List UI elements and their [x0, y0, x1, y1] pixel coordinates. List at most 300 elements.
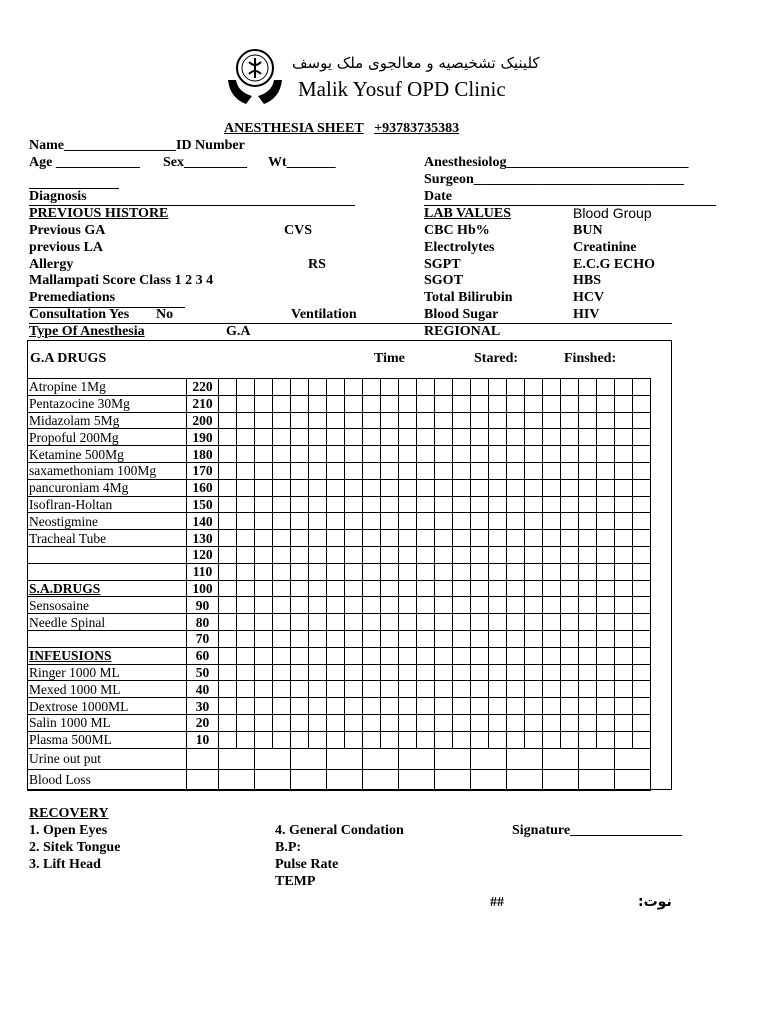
- grid-cell[interactable]: [525, 446, 543, 463]
- grid-cell[interactable]: [417, 462, 435, 479]
- grid-cell[interactable]: [399, 580, 417, 597]
- grid-cell[interactable]: [345, 546, 363, 563]
- grid-cell[interactable]: [597, 731, 615, 748]
- footer-cell[interactable]: [507, 769, 543, 790]
- grid-cell[interactable]: [507, 479, 525, 496]
- footer-cell[interactable]: [615, 769, 651, 790]
- grid-cell[interactable]: [525, 681, 543, 698]
- grid-cell[interactable]: [561, 664, 579, 681]
- grid-cell[interactable]: [255, 530, 273, 547]
- grid-cell[interactable]: [543, 580, 561, 597]
- grid-cell[interactable]: [381, 395, 399, 412]
- grid-cell[interactable]: [615, 714, 633, 731]
- grid-cell[interactable]: [471, 412, 489, 429]
- grid-cell[interactable]: [543, 462, 561, 479]
- grid-cell[interactable]: [615, 513, 633, 530]
- grid-cell[interactable]: [219, 379, 237, 396]
- grid-cell[interactable]: [219, 664, 237, 681]
- grid-cell[interactable]: [453, 395, 471, 412]
- grid-cell[interactable]: [507, 462, 525, 479]
- grid-cell[interactable]: [471, 530, 489, 547]
- grid-cell[interactable]: [561, 496, 579, 513]
- footer-cell[interactable]: [507, 748, 543, 769]
- grid-cell[interactable]: [525, 630, 543, 647]
- grid-cell[interactable]: [561, 681, 579, 698]
- sex-field[interactable]: Sex_________: [163, 155, 247, 170]
- grid-cell[interactable]: [471, 597, 489, 614]
- grid-cell[interactable]: [579, 429, 597, 446]
- grid-cell[interactable]: [417, 731, 435, 748]
- grid-cell[interactable]: [525, 664, 543, 681]
- grid-cell[interactable]: [615, 462, 633, 479]
- grid-cell[interactable]: [471, 563, 489, 580]
- grid-cell[interactable]: [435, 379, 453, 396]
- footer-cell[interactable]: [255, 748, 291, 769]
- grid-cell[interactable]: [273, 681, 291, 698]
- grid-cell[interactable]: [417, 479, 435, 496]
- grid-cell[interactable]: [273, 479, 291, 496]
- grid-cell[interactable]: [435, 496, 453, 513]
- grid-cell[interactable]: [381, 479, 399, 496]
- grid-cell[interactable]: [255, 714, 273, 731]
- grid-cell[interactable]: [399, 681, 417, 698]
- grid-cell[interactable]: [309, 647, 327, 664]
- grid-cell[interactable]: [597, 597, 615, 614]
- grid-cell[interactable]: [309, 395, 327, 412]
- footer-cell[interactable]: [187, 748, 219, 769]
- grid-cell[interactable]: [327, 563, 345, 580]
- grid-cell[interactable]: [309, 714, 327, 731]
- footer-cell[interactable]: [543, 769, 579, 790]
- grid-cell[interactable]: [381, 530, 399, 547]
- grid-cell[interactable]: [345, 429, 363, 446]
- grid-cell[interactable]: [543, 630, 561, 647]
- grid-cell[interactable]: [417, 681, 435, 698]
- grid-cell[interactable]: [489, 496, 507, 513]
- grid-cell[interactable]: [579, 479, 597, 496]
- grid-cell[interactable]: [363, 412, 381, 429]
- grid-cell[interactable]: [561, 530, 579, 547]
- grid-cell[interactable]: [561, 714, 579, 731]
- grid-cell[interactable]: [399, 614, 417, 631]
- grid-cell[interactable]: [489, 731, 507, 748]
- grid-cell[interactable]: [453, 647, 471, 664]
- footer-cell[interactable]: [363, 769, 399, 790]
- age-field[interactable]: Age ____________: [29, 155, 140, 170]
- grid-cell[interactable]: [417, 496, 435, 513]
- grid-cell[interactable]: [597, 664, 615, 681]
- grid-cell[interactable]: [597, 379, 615, 396]
- grid-cell[interactable]: [345, 530, 363, 547]
- grid-cell[interactable]: [633, 530, 651, 547]
- grid-cell[interactable]: [255, 580, 273, 597]
- grid-cell[interactable]: [489, 698, 507, 715]
- grid-cell[interactable]: [489, 479, 507, 496]
- grid-cell[interactable]: [561, 630, 579, 647]
- grid-cell[interactable]: [615, 530, 633, 547]
- grid-cell[interactable]: [345, 580, 363, 597]
- grid-cell[interactable]: [291, 563, 309, 580]
- grid-cell[interactable]: [291, 479, 309, 496]
- grid-cell[interactable]: [543, 698, 561, 715]
- grid-cell[interactable]: [291, 496, 309, 513]
- grid-cell[interactable]: [507, 395, 525, 412]
- grid-cell[interactable]: [579, 647, 597, 664]
- grid-cell[interactable]: [633, 379, 651, 396]
- grid-cell[interactable]: [345, 563, 363, 580]
- grid-cell[interactable]: [453, 681, 471, 698]
- grid-cell[interactable]: [291, 530, 309, 547]
- grid-cell[interactable]: [579, 614, 597, 631]
- grid-cell[interactable]: [435, 513, 453, 530]
- grid-cell[interactable]: [435, 546, 453, 563]
- grid-cell[interactable]: [489, 429, 507, 446]
- grid-cell[interactable]: [273, 462, 291, 479]
- grid-cell[interactable]: [381, 462, 399, 479]
- grid-cell[interactable]: [327, 681, 345, 698]
- grid-cell[interactable]: [273, 614, 291, 631]
- grid-cell[interactable]: [453, 496, 471, 513]
- grid-cell[interactable]: [579, 731, 597, 748]
- grid-cell[interactable]: [345, 664, 363, 681]
- grid-cell[interactable]: [273, 731, 291, 748]
- grid-cell[interactable]: [579, 698, 597, 715]
- grid-cell[interactable]: [417, 698, 435, 715]
- grid-cell[interactable]: [543, 714, 561, 731]
- grid-cell[interactable]: [399, 698, 417, 715]
- grid-cell[interactable]: [489, 530, 507, 547]
- grid-cell[interactable]: [309, 731, 327, 748]
- grid-cell[interactable]: [579, 714, 597, 731]
- grid-cell[interactable]: [453, 446, 471, 463]
- grid-cell[interactable]: [309, 513, 327, 530]
- grid-cell[interactable]: [471, 546, 489, 563]
- grid-cell[interactable]: [381, 614, 399, 631]
- grid-cell[interactable]: [345, 647, 363, 664]
- grid-cell[interactable]: [525, 647, 543, 664]
- grid-cell[interactable]: [579, 563, 597, 580]
- grid-cell[interactable]: [525, 546, 543, 563]
- grid-cell[interactable]: [219, 647, 237, 664]
- grid-cell[interactable]: [615, 446, 633, 463]
- grid-cell[interactable]: [345, 731, 363, 748]
- grid-cell[interactable]: [309, 462, 327, 479]
- grid-cell[interactable]: [507, 446, 525, 463]
- grid-cell[interactable]: [309, 530, 327, 547]
- grid-cell[interactable]: [507, 597, 525, 614]
- grid-cell[interactable]: [363, 630, 381, 647]
- grid-cell[interactable]: [219, 597, 237, 614]
- grid-cell[interactable]: [579, 546, 597, 563]
- grid-cell[interactable]: [543, 664, 561, 681]
- grid-cell[interactable]: [417, 429, 435, 446]
- grid-cell[interactable]: [435, 731, 453, 748]
- grid-cell[interactable]: [543, 513, 561, 530]
- grid-cell[interactable]: [327, 630, 345, 647]
- grid-cell[interactable]: [579, 630, 597, 647]
- grid-cell[interactable]: [237, 446, 255, 463]
- grid-cell[interactable]: [255, 513, 273, 530]
- grid-cell[interactable]: [507, 513, 525, 530]
- grid-cell[interactable]: [345, 698, 363, 715]
- grid-cell[interactable]: [327, 698, 345, 715]
- grid-cell[interactable]: [345, 681, 363, 698]
- grid-cell[interactable]: [237, 429, 255, 446]
- grid-cell[interactable]: [543, 395, 561, 412]
- grid-cell[interactable]: [561, 698, 579, 715]
- grid-cell[interactable]: [435, 664, 453, 681]
- grid-cell[interactable]: [291, 580, 309, 597]
- grid-cell[interactable]: [417, 614, 435, 631]
- grid-cell[interactable]: [561, 597, 579, 614]
- grid-cell[interactable]: [381, 597, 399, 614]
- grid-cell[interactable]: [327, 412, 345, 429]
- grid-cell[interactable]: [507, 681, 525, 698]
- grid-cell[interactable]: [273, 714, 291, 731]
- grid-cell[interactable]: [561, 580, 579, 597]
- grid-cell[interactable]: [489, 412, 507, 429]
- grid-cell[interactable]: [291, 597, 309, 614]
- grid-cell[interactable]: [363, 446, 381, 463]
- grid-cell[interactable]: [543, 496, 561, 513]
- grid-cell[interactable]: [255, 395, 273, 412]
- grid-cell[interactable]: [471, 614, 489, 631]
- grid-cell[interactable]: [273, 412, 291, 429]
- grid-cell[interactable]: [471, 731, 489, 748]
- grid-cell[interactable]: [363, 580, 381, 597]
- grid-cell[interactable]: [381, 664, 399, 681]
- grid-cell[interactable]: [435, 530, 453, 547]
- grid-cell[interactable]: [633, 731, 651, 748]
- grid-cell[interactable]: [417, 664, 435, 681]
- grid-cell[interactable]: [309, 496, 327, 513]
- grid-cell[interactable]: [633, 546, 651, 563]
- grid-cell[interactable]: [237, 546, 255, 563]
- grid-cell[interactable]: [273, 563, 291, 580]
- grid-cell[interactable]: [507, 580, 525, 597]
- grid-cell[interactable]: [543, 614, 561, 631]
- footer-cell[interactable]: [291, 748, 327, 769]
- grid-cell[interactable]: [345, 614, 363, 631]
- grid-cell[interactable]: [237, 496, 255, 513]
- grid-cell[interactable]: [615, 379, 633, 396]
- grid-cell[interactable]: [507, 664, 525, 681]
- grid-cell[interactable]: [309, 546, 327, 563]
- grid-cell[interactable]: [237, 681, 255, 698]
- grid-cell[interactable]: [399, 513, 417, 530]
- grid-cell[interactable]: [309, 630, 327, 647]
- grid-cell[interactable]: [489, 630, 507, 647]
- grid-cell[interactable]: [255, 462, 273, 479]
- grid-cell[interactable]: [507, 614, 525, 631]
- grid-cell[interactable]: [327, 664, 345, 681]
- grid-cell[interactable]: [237, 462, 255, 479]
- grid-cell[interactable]: [525, 395, 543, 412]
- grid-cell[interactable]: [219, 479, 237, 496]
- grid-cell[interactable]: [561, 614, 579, 631]
- grid-cell[interactable]: [399, 395, 417, 412]
- grid-cell[interactable]: [561, 513, 579, 530]
- grid-cell[interactable]: [435, 429, 453, 446]
- grid-cell[interactable]: [291, 546, 309, 563]
- grid-cell[interactable]: [327, 714, 345, 731]
- grid-cell[interactable]: [417, 412, 435, 429]
- grid-cell[interactable]: [309, 597, 327, 614]
- grid-cell[interactable]: [615, 580, 633, 597]
- grid-cell[interactable]: [597, 395, 615, 412]
- grid-cell[interactable]: [507, 496, 525, 513]
- grid-cell[interactable]: [561, 462, 579, 479]
- grid-cell[interactable]: [615, 395, 633, 412]
- grid-cell[interactable]: [237, 714, 255, 731]
- grid-cell[interactable]: [255, 446, 273, 463]
- grid-cell[interactable]: [417, 580, 435, 597]
- grid-cell[interactable]: [561, 546, 579, 563]
- grid-cell[interactable]: [579, 513, 597, 530]
- grid-cell[interactable]: [237, 664, 255, 681]
- grid-cell[interactable]: [615, 597, 633, 614]
- grid-cell[interactable]: [255, 731, 273, 748]
- grid-cell[interactable]: [435, 412, 453, 429]
- grid-cell[interactable]: [219, 496, 237, 513]
- grid-cell[interactable]: [579, 412, 597, 429]
- grid-cell[interactable]: [597, 698, 615, 715]
- grid-cell[interactable]: [561, 647, 579, 664]
- grid-cell[interactable]: [417, 597, 435, 614]
- grid-cell[interactable]: [453, 412, 471, 429]
- grid-cell[interactable]: [219, 412, 237, 429]
- grid-cell[interactable]: [381, 429, 399, 446]
- grid-cell[interactable]: [597, 546, 615, 563]
- grid-cell[interactable]: [237, 614, 255, 631]
- grid-cell[interactable]: [291, 379, 309, 396]
- grid-cell[interactable]: [291, 462, 309, 479]
- grid-cell[interactable]: [219, 630, 237, 647]
- grid-cell[interactable]: [525, 580, 543, 597]
- grid-cell[interactable]: [471, 379, 489, 396]
- grid-cell[interactable]: [291, 681, 309, 698]
- grid-cell[interactable]: [633, 597, 651, 614]
- grid-cell[interactable]: [579, 597, 597, 614]
- grid-cell[interactable]: [615, 630, 633, 647]
- grid-cell[interactable]: [417, 714, 435, 731]
- grid-cell[interactable]: [291, 630, 309, 647]
- grid-cell[interactable]: [237, 530, 255, 547]
- grid-cell[interactable]: [381, 379, 399, 396]
- grid-cell[interactable]: [345, 395, 363, 412]
- grid-cell[interactable]: [399, 647, 417, 664]
- grid-cell[interactable]: [309, 681, 327, 698]
- grid-cell[interactable]: [273, 513, 291, 530]
- grid-cell[interactable]: [579, 446, 597, 463]
- grid-cell[interactable]: [345, 630, 363, 647]
- grid-cell[interactable]: [543, 546, 561, 563]
- grid-cell[interactable]: [327, 513, 345, 530]
- grid-cell[interactable]: [381, 630, 399, 647]
- grid-cell[interactable]: [471, 395, 489, 412]
- grid-cell[interactable]: [453, 429, 471, 446]
- grid-cell[interactable]: [561, 731, 579, 748]
- grid-cell[interactable]: [525, 513, 543, 530]
- grid-cell[interactable]: [525, 412, 543, 429]
- grid-cell[interactable]: [255, 630, 273, 647]
- grid-cell[interactable]: [489, 395, 507, 412]
- grid-cell[interactable]: [273, 580, 291, 597]
- grid-cell[interactable]: [489, 614, 507, 631]
- grid-cell[interactable]: [435, 614, 453, 631]
- grid-cell[interactable]: [381, 446, 399, 463]
- grid-cell[interactable]: [273, 647, 291, 664]
- grid-cell[interactable]: [345, 714, 363, 731]
- grid-cell[interactable]: [327, 446, 345, 463]
- grid-cell[interactable]: [363, 429, 381, 446]
- grid-cell[interactable]: [273, 379, 291, 396]
- grid-cell[interactable]: [417, 446, 435, 463]
- grid-cell[interactable]: [435, 462, 453, 479]
- grid-cell[interactable]: [597, 630, 615, 647]
- grid-cell[interactable]: [219, 513, 237, 530]
- grid-cell[interactable]: [327, 395, 345, 412]
- grid-cell[interactable]: [399, 630, 417, 647]
- grid-cell[interactable]: [435, 580, 453, 597]
- footer-cell[interactable]: [219, 748, 255, 769]
- grid-cell[interactable]: [255, 647, 273, 664]
- grid-cell[interactable]: [561, 395, 579, 412]
- grid-cell[interactable]: [399, 412, 417, 429]
- grid-cell[interactable]: [489, 664, 507, 681]
- grid-cell[interactable]: [273, 446, 291, 463]
- weight-field[interactable]: Wt_______: [268, 155, 336, 170]
- grid-cell[interactable]: [399, 597, 417, 614]
- grid-cell[interactable]: [327, 597, 345, 614]
- grid-cell[interactable]: [381, 580, 399, 597]
- grid-cell[interactable]: [597, 429, 615, 446]
- grid-cell[interactable]: [561, 446, 579, 463]
- grid-cell[interactable]: [237, 597, 255, 614]
- grid-cell[interactable]: [489, 446, 507, 463]
- grid-cell[interactable]: [381, 563, 399, 580]
- grid-cell[interactable]: [453, 580, 471, 597]
- grid-cell[interactable]: [471, 462, 489, 479]
- grid-cell[interactable]: [507, 714, 525, 731]
- grid-cell[interactable]: [255, 614, 273, 631]
- grid-cell[interactable]: [327, 580, 345, 597]
- grid-cell[interactable]: [489, 597, 507, 614]
- grid-cell[interactable]: [255, 597, 273, 614]
- grid-cell[interactable]: [327, 479, 345, 496]
- grid-cell[interactable]: [561, 479, 579, 496]
- grid-cell[interactable]: [489, 563, 507, 580]
- grid-cell[interactable]: [615, 664, 633, 681]
- grid-cell[interactable]: [633, 496, 651, 513]
- grid-cell[interactable]: [633, 614, 651, 631]
- grid-cell[interactable]: [273, 395, 291, 412]
- grid-cell[interactable]: [471, 580, 489, 597]
- grid-cell[interactable]: [399, 530, 417, 547]
- grid-cell[interactable]: [633, 395, 651, 412]
- grid-cell[interactable]: [237, 412, 255, 429]
- grid-cell[interactable]: [597, 412, 615, 429]
- grid-cell[interactable]: [219, 462, 237, 479]
- grid-cell[interactable]: [237, 479, 255, 496]
- grid-cell[interactable]: [381, 681, 399, 698]
- footer-cell[interactable]: [579, 748, 615, 769]
- grid-cell[interactable]: [237, 563, 255, 580]
- grid-cell[interactable]: [363, 698, 381, 715]
- grid-cell[interactable]: [345, 379, 363, 396]
- grid-cell[interactable]: [453, 462, 471, 479]
- grid-cell[interactable]: [435, 479, 453, 496]
